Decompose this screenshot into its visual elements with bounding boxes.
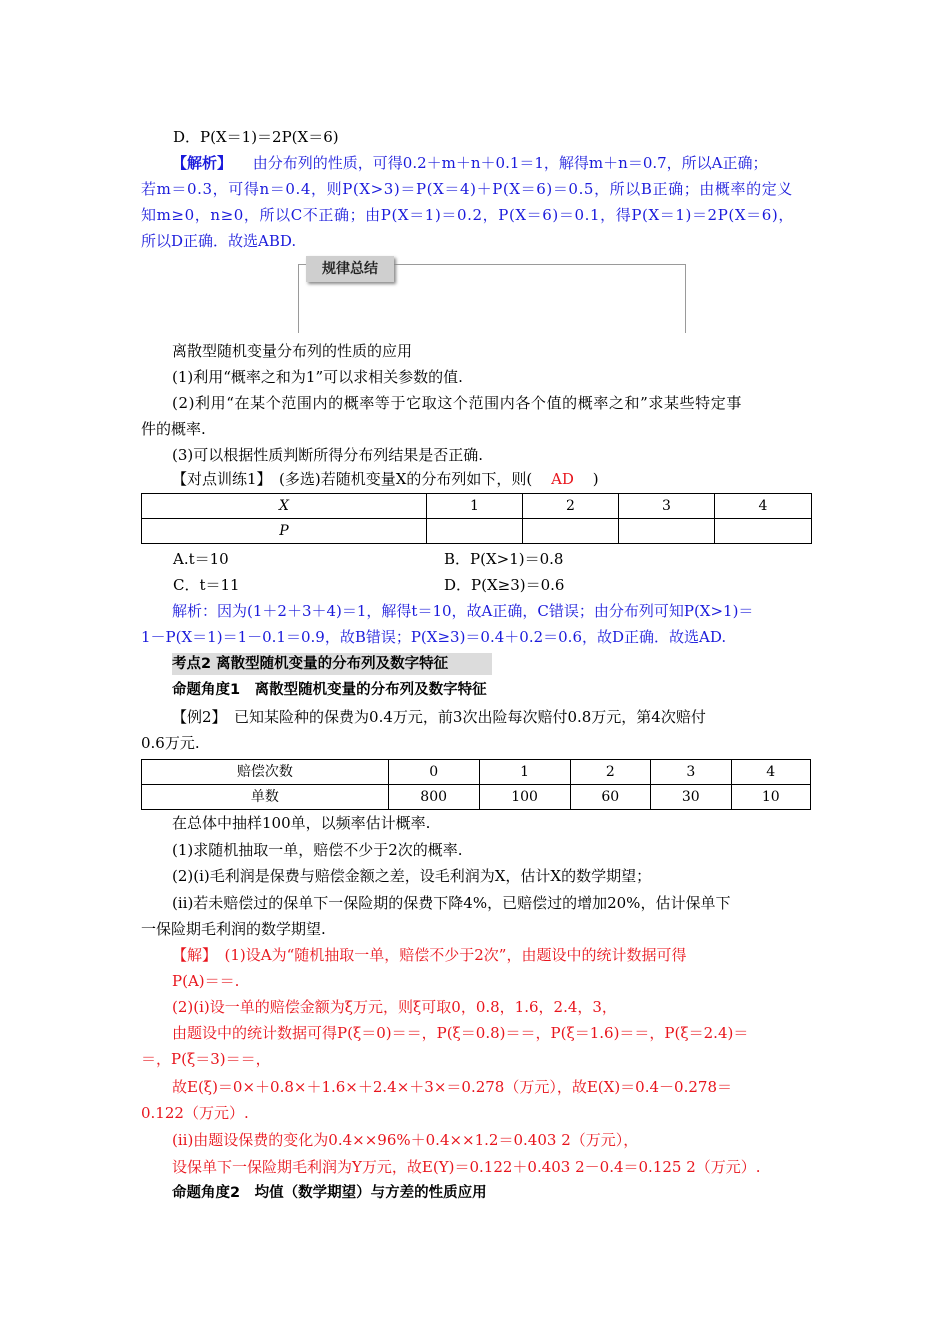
analysis-1-line-1: [172, 150, 768, 176]
table-cell: 100: [479, 785, 570, 810]
table-cell: [523, 519, 619, 544]
table-cell: 10: [731, 785, 810, 810]
practice-1: [172, 466, 599, 492]
question-intro: 在总体中抽样100单，以频率估计概率.: [172, 814, 431, 832]
solution-line-1: 【解】 (1)设A为“随机抽取一单，赔偿不少于2次”，由题设中的统计数据可得: [172, 946, 687, 964]
question-2i: (2)(ⅰ)毛利润是保费与赔偿金额之差，设毛利润为X，估计X的数学期望；: [172, 867, 652, 885]
solution-line-7: 0.122（万元）.: [141, 1104, 249, 1122]
option-a: A.t＝10: [173, 550, 229, 568]
table-cell: 1: [479, 760, 570, 785]
question-2ii-a: (ⅱ)若未赔偿过的保单下一保险期的保费下降4%，已赔偿过的增加20%，估计保单下: [172, 894, 731, 912]
rule-point-2a: (2)利用“在某个范围内的概率等于它取这个范围内各个值的概率之和”求某些特定事: [172, 394, 742, 412]
analysis-tag: 【解析】: [172, 154, 233, 172]
practice-prefix: 【对点训练1】 (多选)若随机变量X的分布列如下，则(: [172, 470, 533, 488]
question-2ii-b: 一保险期毛利润的数学期望.: [141, 920, 326, 938]
table-cell: 2: [570, 760, 650, 785]
rule-summary-title: 规律总结: [306, 256, 394, 282]
angle-1-title: 命题角度1 离散型随机变量的分布列及数字特征: [172, 682, 487, 698]
solution-line-3: (2)(ⅰ)设一单的赔偿金额为ξ万元，则ξ可取0，0.8，1.6，2.4，3，: [172, 998, 617, 1016]
distribution-table-1: [141, 493, 812, 544]
table-cell: 3: [619, 494, 715, 519]
option-d: D．P(X＝1)＝2P(X＝6): [173, 128, 339, 146]
table-cell: [619, 519, 715, 544]
table-cell: [427, 519, 523, 544]
table-cell: 60: [570, 785, 650, 810]
claims-table: [141, 759, 811, 810]
table-cell: [715, 519, 812, 544]
solution-line-8: (ⅱ)由题设保费的变化为0.4××96%＋0.4××1.2＝0.403 2（万元），: [172, 1131, 639, 1149]
table-cell: 30: [651, 785, 731, 810]
practice-answer: AD: [551, 470, 574, 488]
solution-line-6: 故E(ξ)＝0×＋0.8×＋1.6×＋2.4×＋3×＝0.278（万元），故E(X)＝0.4－0.278＝: [172, 1078, 732, 1096]
table-row: [142, 494, 812, 519]
rule-point-2b: 件的概率.: [141, 420, 206, 438]
option-c: C．t＝11: [173, 576, 240, 594]
option-d-2: D．P(X≥3)＝0.6: [444, 576, 565, 594]
option-b: B．P(X>1)＝0.8: [444, 550, 564, 568]
table-cell: X: [142, 494, 427, 519]
rule-point-3: (3)可以根据性质判断所得分布列结果是否正确.: [172, 446, 484, 464]
table-cell: 4: [731, 760, 810, 785]
table-row: [142, 760, 811, 785]
table-cell: 800: [388, 785, 479, 810]
question-1: (1)求随机抽取一单，赔偿不少于2次的概率.: [172, 841, 463, 859]
table-row: [142, 785, 811, 810]
analysis-1-line-2: 若m＝0.3，可得n＝0.4，则P(X>3)＝P(X＝4)＋P(X＝6)＝0.5，所以B正确；由概率的定义: [141, 180, 793, 198]
analysis-1-line-3: 知m≥0，n≥0，所以C不正确；由P(X＝1)＝0.2，P(X＝6)＝0.1，得P(X＝1)＝2P(X＝6)，: [141, 206, 794, 224]
analysis-2-line-1: 解析：因为(1＋2＋3＋4)＝1，解得t＝10，故A正确，C错误；由分布列可知P(X>1)＝: [172, 602, 754, 620]
section-title: 考点2 离散型随机变量的分布列及数字特征: [172, 656, 449, 672]
analysis-1-line-4: 所以D正确．故选ABD.: [141, 232, 297, 250]
example-2-line-1: 【例2】 已知某险种的保费为0.4万元，前3次出险每次赔付0.8万元，第4次赔付: [172, 708, 706, 726]
table-cell: 0: [388, 760, 479, 785]
table-cell: 1: [427, 494, 523, 519]
table-cell: 3: [651, 760, 731, 785]
analysis-text: 由分布列的性质，可得0.2＋m＋n＋0.1＝1，解得m＋n＝0.7，所以A正确；: [252, 154, 768, 172]
table-row: [142, 519, 812, 544]
table-cell: P: [142, 519, 427, 544]
rule-point-1: (1)利用“概率之和为1”可以求相关参数的值.: [172, 368, 463, 386]
example-2-line-2: 0.6万元.: [141, 734, 200, 752]
solution-line-4: 由题设中的统计数据可得P(ξ＝0)＝＝，P(ξ＝0.8)＝＝，P(ξ＝1.6)＝＝，P(ξ＝2.4)＝: [172, 1024, 749, 1042]
solution-line-2: P(A)＝＝.: [172, 972, 240, 990]
rule-heading: 离散型随机变量分布列的性质的应用: [172, 342, 413, 360]
table-cell: 4: [715, 494, 812, 519]
angle-2-title: 命题角度2 均值（数学期望）与方差的性质应用: [172, 1185, 487, 1201]
analysis-2-line-2: 1－P(X＝1)＝1－0.1＝0.9，故B错误；P(X≥3)＝0.4＋0.2＝0.6，故D正确．故选AD.: [141, 628, 727, 646]
table-cell: 2: [523, 494, 619, 519]
practice-suffix: ): [592, 470, 599, 488]
solution-line-9: 设保单下一保险期毛利润为Y万元，故E(Y)＝0.122＋0.403 2－0.4＝0.125 2（万元）.: [172, 1158, 761, 1176]
table-cell: 单数: [142, 785, 389, 810]
table-cell: 赔偿次数: [142, 760, 389, 785]
solution-line-5: ＝，P(ξ＝3)＝＝，: [141, 1050, 271, 1068]
